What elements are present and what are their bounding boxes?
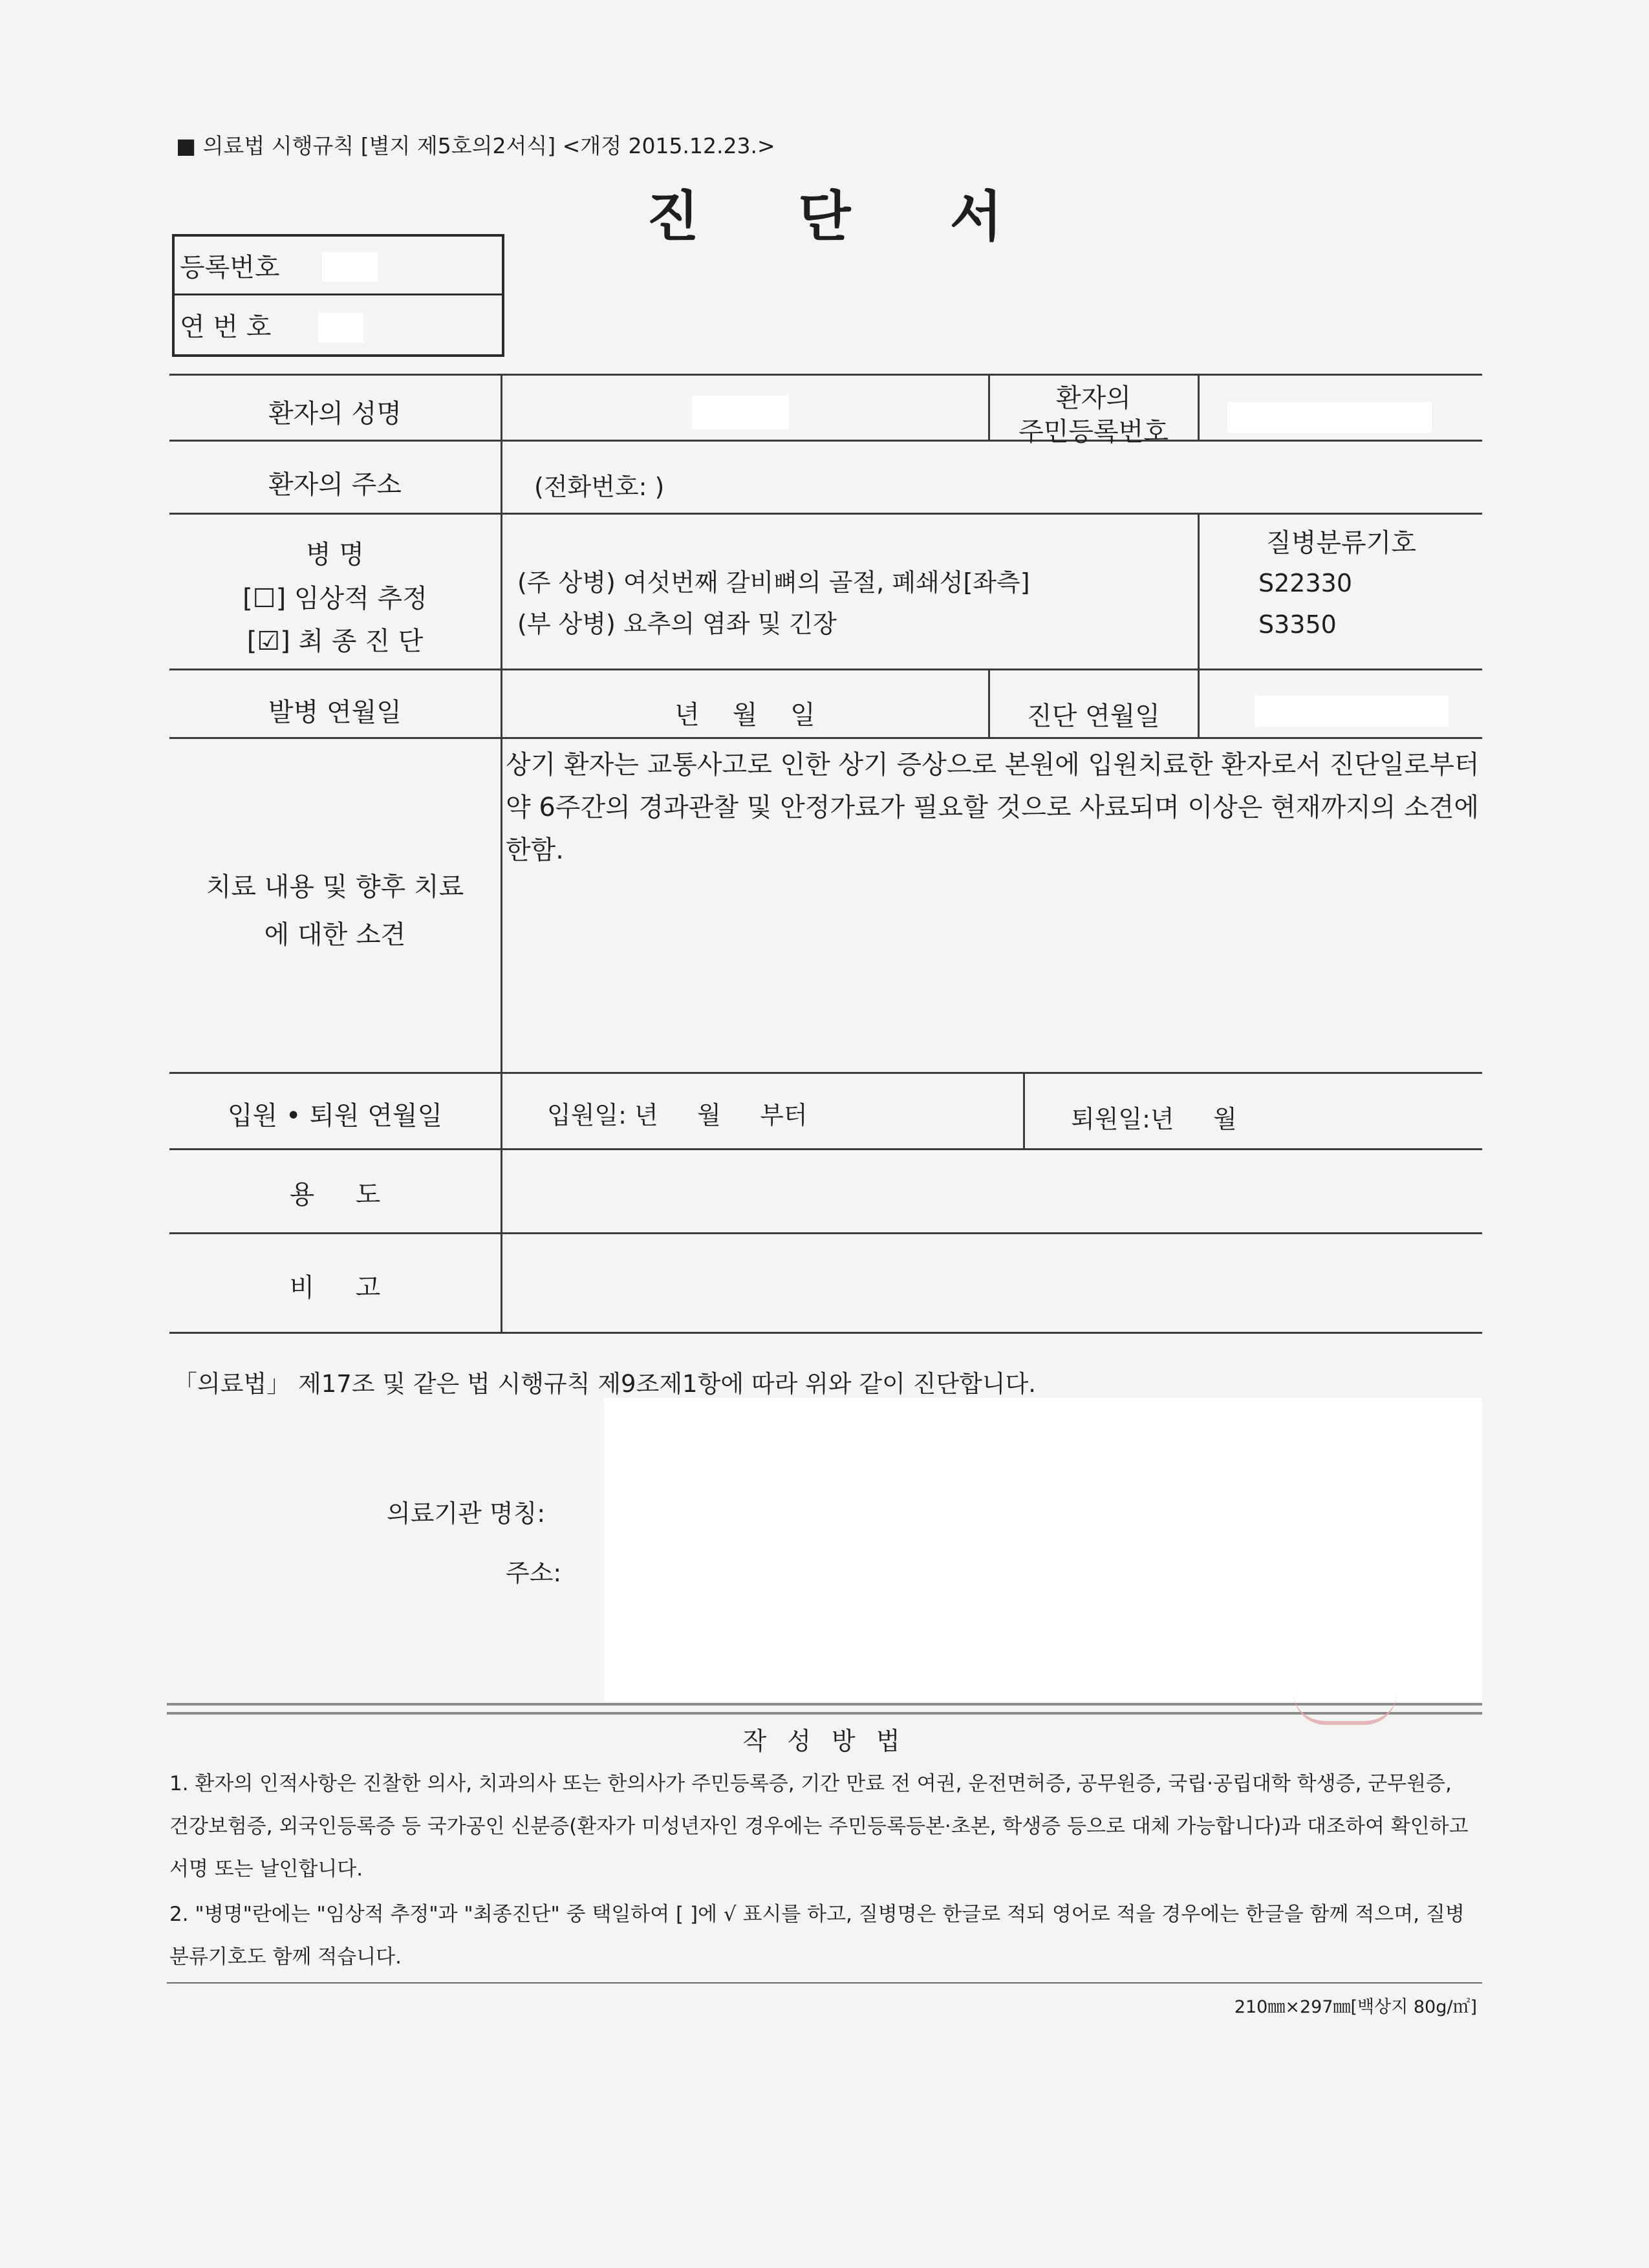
patient-rrn-label-line2: 주민등록번호 — [1018, 417, 1169, 447]
treatment-label-line1: 치료 내용 및 향후 치료 — [206, 872, 464, 902]
discharge-date-text: 퇴원일:년 월 — [1071, 1105, 1237, 1133]
disease-code-header: 질병분류기호 — [1266, 528, 1416, 558]
admission-date-text: 입원일: 년 월 부터 — [547, 1101, 808, 1129]
institution-address-label: 주소: — [506, 1559, 562, 1587]
stamp-mark — [1293, 1693, 1397, 1725]
method-title: 작 성 방 법 — [742, 1727, 907, 1755]
treatment-opinion-text: 상기 환자는 교통사고로 인한 상기 증상으로 본원에 입원치료한 환자로서 진단일로부터 약 6주간의 경과관찰 및 안정가료가 필요할 것으로 사료되며 이상은 현재까지의 소견에 한함. — [506, 750, 1480, 865]
onset-date-value: 년 월 일 — [674, 700, 815, 730]
patient-phone-text: (전화번호: ) — [534, 473, 665, 501]
paper-size-note: 210㎜×297㎜[백상지 80g/㎡] — [1234, 1997, 1477, 2017]
patient-name-label: 환자의 성명 — [268, 399, 402, 429]
patient-rrn-label-line1: 환자의 — [1056, 383, 1131, 413]
redacted-registration-number — [322, 252, 378, 282]
document-title: 진 단 서 — [647, 185, 1042, 248]
redacted-patient-rrn — [1227, 402, 1432, 433]
serial-number-label: 연 번 호 — [180, 312, 272, 342]
bottom-rule — [167, 1982, 1482, 1984]
separator-line-2 — [167, 1712, 1482, 1715]
treatment-label-line2: 에 대한 소견 — [264, 920, 406, 950]
method-item-1: 1. 환자의 인적사항은 진찰한 의사, 치과의사 또는 한의사가 주민등록증, 기간 만료 전 여권, 운전면허증, 공무원증, 국립·공립대학 학생증, 군무원증, 건강보험증, 외국인등록증 등 국가공인 신분증(환자가 미성년자인 경우에는 주민등록등본·초본, 학생증 등으로 대체 가능합니다)과 대조하여 확인하고 서명 또는 날인합니다. — [169, 1772, 1469, 1881]
disease-code-sub: S3350 — [1258, 610, 1337, 639]
separator-line — [167, 1703, 1482, 1706]
diagnosis-option-final: [☑] 최 종 진 단 — [246, 626, 424, 656]
redacted-serial-number — [318, 313, 363, 343]
admission-label: 입원 • 퇴원 연월일 — [227, 1101, 443, 1131]
remarks-label: 비 고 — [289, 1273, 381, 1303]
main-disease-text: (주 상병) 여섯번째 갈비뼈의 골절, 폐쇄성[좌측] — [517, 568, 1030, 597]
onset-date-label: 발병 연월일 — [268, 698, 402, 727]
redacted-patient-name — [692, 396, 789, 429]
redacted-diagnosis-date — [1255, 696, 1449, 727]
patient-address-label: 환자의 주소 — [268, 470, 402, 500]
redacted-institution-info — [604, 1398, 1482, 1702]
purpose-label: 용 도 — [289, 1180, 381, 1210]
disease-code-main: S22330 — [1258, 569, 1353, 597]
method-item-2: 2. "병명"란에는 "임상적 추정"과 "최종진단" 중 택일하여 [ ]에 √ 표시를 하고, 질병명은 한글로 적되 영어로 적을 경우에는 한글을 함께 적으며, 질병분류기호도 함께 적습니다. — [169, 1903, 1465, 1969]
diagnosis-label: 병 명 — [306, 540, 364, 570]
regulation-note: ■ 의료법 시행규칙 [별지 제5호의2서식] <개정 2015.12.23.> — [176, 133, 775, 158]
declaration-text: 「의료법」 제17조 및 같은 법 시행규칙 제9조제1항에 따라 위와 같이 진단합니다. — [173, 1370, 1037, 1398]
diagnosis-option-clinical: [☐] 임상적 추정 — [242, 584, 427, 614]
registration-number-label: 등록번호 — [180, 252, 280, 283]
institution-name-label: 의료기관 명칭: — [387, 1499, 546, 1528]
diagnosis-date-label: 진단 연월일 — [1027, 701, 1160, 731]
sub-disease-text: (부 상병) 요추의 염좌 및 긴장 — [517, 610, 837, 638]
